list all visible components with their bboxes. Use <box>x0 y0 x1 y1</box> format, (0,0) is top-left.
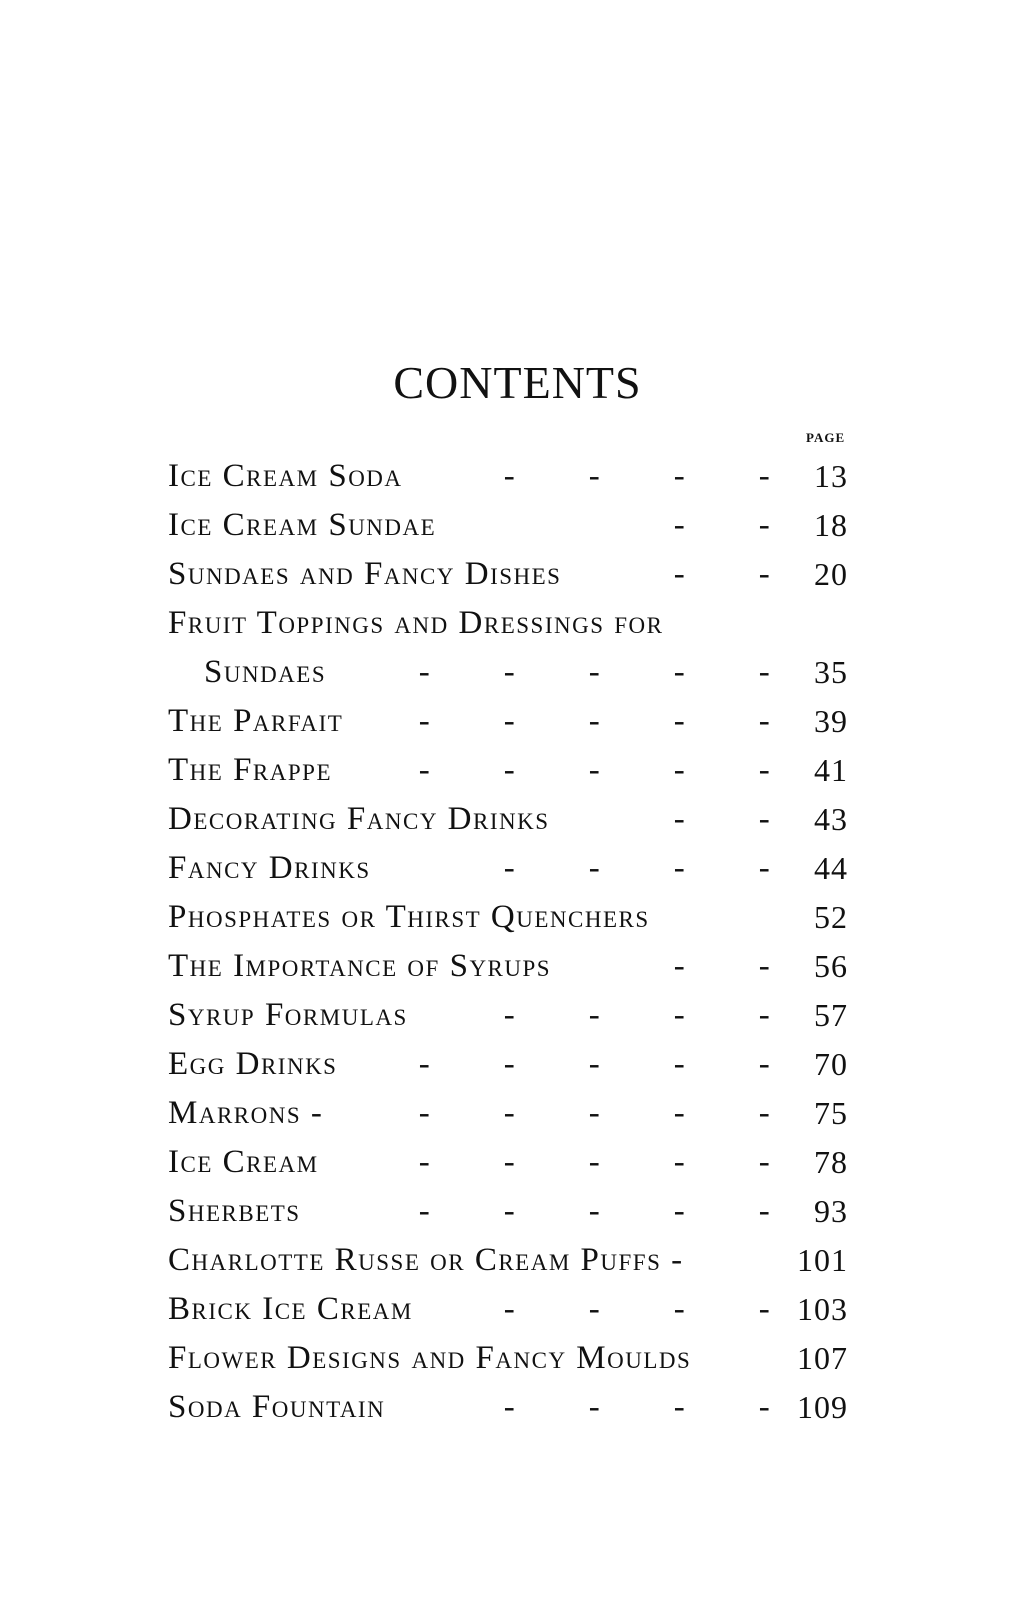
leader-dash: - <box>503 997 517 1033</box>
toc-entry[interactable] <box>168 746 858 795</box>
toc-entry-label: Ice Cream Soda <box>168 458 403 494</box>
toc-entry-page-number: 103 <box>797 1291 848 1327</box>
contents-title: CONTENTS <box>393 357 642 408</box>
leader-dash: - <box>758 1389 772 1425</box>
leader-dash: - <box>673 556 687 592</box>
toc-entry-label: Sundaes <box>204 654 327 690</box>
dash-leader <box>168 1089 778 1138</box>
leader-dash: - <box>758 458 772 494</box>
toc-entry[interactable] <box>168 991 858 1040</box>
toc-entry-page-number: 13 <box>814 458 848 494</box>
toc-entry-page-number: 93 <box>814 1193 848 1229</box>
leader-dash: - <box>418 1144 432 1180</box>
toc-entry[interactable] <box>168 1236 858 1285</box>
toc-entry[interactable] <box>168 697 858 746</box>
dash-leader <box>168 1285 778 1334</box>
toc-entry-page-number: 41 <box>814 752 848 788</box>
leader-dash: - <box>503 850 517 886</box>
leader-dash: - <box>588 1291 602 1327</box>
toc-entry-page-number: 101 <box>797 1242 848 1278</box>
toc-entry-label: Phosphates or Thirst Quenchers <box>168 899 650 935</box>
toc-entry[interactable] <box>168 795 858 844</box>
leader-dash: - <box>673 948 687 984</box>
toc-entry[interactable] <box>168 1089 858 1138</box>
leader-dash: - <box>588 458 602 494</box>
leader-dash: - <box>418 1046 432 1082</box>
toc-entry-page-number: 20 <box>814 556 848 592</box>
table-of-contents <box>168 452 858 1432</box>
toc-entry-label: Ice Cream Sundae <box>168 507 437 543</box>
leader-dash: - <box>673 801 687 837</box>
leader-dash: - <box>758 654 772 690</box>
dash-leader <box>168 795 778 844</box>
toc-entry[interactable] <box>168 1383 858 1432</box>
dash-leader <box>168 1138 778 1187</box>
leader-dash: - <box>758 752 772 788</box>
toc-entry[interactable] <box>168 893 858 942</box>
toc-entry-page-number: 52 <box>814 899 848 935</box>
leader-dash: - <box>758 1095 772 1131</box>
toc-entry-page-number: 39 <box>814 703 848 739</box>
leader-dash: - <box>588 1144 602 1180</box>
dash-leader <box>168 697 778 746</box>
leader-dash: - <box>588 752 602 788</box>
toc-entry[interactable] <box>168 550 858 599</box>
leader-dash: - <box>588 1095 602 1131</box>
toc-entry-label: Decorating Fancy Drinks <box>168 801 550 837</box>
leader-dash: - <box>503 654 517 690</box>
leader-dash: - <box>673 703 687 739</box>
toc-entry[interactable] <box>168 648 858 697</box>
toc-entry-page-number: 57 <box>814 997 848 1033</box>
leader-dash: - <box>758 948 772 984</box>
leader-dash: - <box>418 1193 432 1229</box>
dash-leader <box>168 550 778 599</box>
toc-entry-page-number: 107 <box>797 1340 848 1376</box>
leader-dash: - <box>673 654 687 690</box>
toc-entry-label: Syrup Formulas <box>168 997 408 1033</box>
leader-dash: - <box>673 1291 687 1327</box>
toc-entry[interactable] <box>168 1138 858 1187</box>
toc-entry-page-number: 75 <box>814 1095 848 1131</box>
leader-dash: - <box>588 654 602 690</box>
toc-entry-label: Brick Ice Cream <box>168 1291 413 1327</box>
leader-dash: - <box>758 801 772 837</box>
toc-entry-page-number: 35 <box>814 654 848 690</box>
leader-dash: - <box>673 997 687 1033</box>
leader-dash: - <box>503 1046 517 1082</box>
leader-dash: - <box>758 997 772 1033</box>
toc-entry-page-number: 56 <box>814 948 848 984</box>
leader-dash: - <box>503 1193 517 1229</box>
leader-dash: - <box>418 654 432 690</box>
leader-dash: - <box>588 1046 602 1082</box>
leader-dash: - <box>758 1193 772 1229</box>
leader-dash: - <box>673 1193 687 1229</box>
toc-entry-label: Flower Designs and Fancy Moulds <box>168 1340 692 1376</box>
toc-entry[interactable] <box>168 844 858 893</box>
toc-entry[interactable] <box>168 1334 858 1383</box>
leader-dash: - <box>588 997 602 1033</box>
page-column-header: PAGE <box>806 430 846 445</box>
dash-leader <box>168 991 778 1040</box>
toc-entry-label: Sundaes and Fancy Dishes <box>168 556 562 592</box>
leader-dash: - <box>503 752 517 788</box>
toc-entry-label: Marrons - <box>168 1095 324 1131</box>
leader-dash: - <box>503 1095 517 1131</box>
toc-entry-page-number: 18 <box>814 507 848 543</box>
toc-entry-label: The Frappe <box>168 752 333 788</box>
dash-leader <box>168 1187 778 1236</box>
leader-dash: - <box>418 1095 432 1131</box>
leader-dash: - <box>673 752 687 788</box>
dash-leader <box>168 1040 778 1089</box>
leader-dash: - <box>673 1046 687 1082</box>
leader-dash: - <box>503 1389 517 1425</box>
leader-dash: - <box>673 1389 687 1425</box>
leader-dash: - <box>758 507 772 543</box>
leader-dash: - <box>758 850 772 886</box>
toc-entry[interactable] <box>168 1187 858 1236</box>
leader-dash: - <box>503 703 517 739</box>
toc-entry-page-number: 78 <box>814 1144 848 1180</box>
leader-dash: - <box>673 1144 687 1180</box>
dash-leader <box>168 746 778 795</box>
toc-entry[interactable] <box>168 942 858 991</box>
leader-dash: - <box>673 507 687 543</box>
leader-dash: - <box>758 1291 772 1327</box>
toc-entry[interactable] <box>168 1285 858 1334</box>
leader-dash: - <box>588 850 602 886</box>
dash-leader <box>168 501 778 550</box>
leader-dash: - <box>503 458 517 494</box>
dash-leader <box>168 1383 778 1432</box>
toc-entry-label: Sherbets <box>168 1193 301 1229</box>
leader-dash: - <box>503 1291 517 1327</box>
leader-dash: - <box>758 556 772 592</box>
leader-dash: - <box>673 458 687 494</box>
leader-dash: - <box>503 1144 517 1180</box>
leader-dash: - <box>418 703 432 739</box>
toc-entry-label: Egg Drinks <box>168 1046 338 1082</box>
leader-dash: - <box>758 1144 772 1180</box>
toc-entry-label: Fruit Toppings and Dressings for <box>168 605 664 641</box>
dash-leader <box>168 648 778 697</box>
dash-leader <box>168 844 778 893</box>
toc-entry-page-number: 44 <box>814 850 848 886</box>
toc-entry[interactable] <box>168 501 858 550</box>
toc-entry-label: Ice Cream <box>168 1144 319 1180</box>
leader-dash: - <box>758 1046 772 1082</box>
leader-dash: - <box>758 703 772 739</box>
toc-entry-label: Fancy Drinks <box>168 850 371 886</box>
leader-dash: - <box>588 1193 602 1229</box>
toc-entry[interactable] <box>168 452 858 501</box>
dash-leader <box>168 942 778 991</box>
toc-entry-label: The Importance of Syrups <box>168 948 552 984</box>
toc-entry-label: Soda Fountain <box>168 1389 386 1425</box>
dash-leader <box>168 452 778 501</box>
leader-dash: - <box>673 1095 687 1131</box>
toc-entry-label: Charlotte Russe or Cream Puffs - <box>168 1242 684 1278</box>
leader-dash: - <box>673 850 687 886</box>
toc-entry-page-number: 43 <box>814 801 848 837</box>
toc-entry-page-number: 109 <box>797 1389 848 1425</box>
toc-entry[interactable] <box>168 1040 858 1089</box>
leader-dash: - <box>588 703 602 739</box>
toc-entry[interactable] <box>168 599 858 648</box>
toc-entry-label: The Parfait <box>168 703 344 739</box>
toc-entry-page-number: 70 <box>814 1046 848 1082</box>
leader-dash: - <box>418 752 432 788</box>
leader-dash: - <box>588 1389 602 1425</box>
